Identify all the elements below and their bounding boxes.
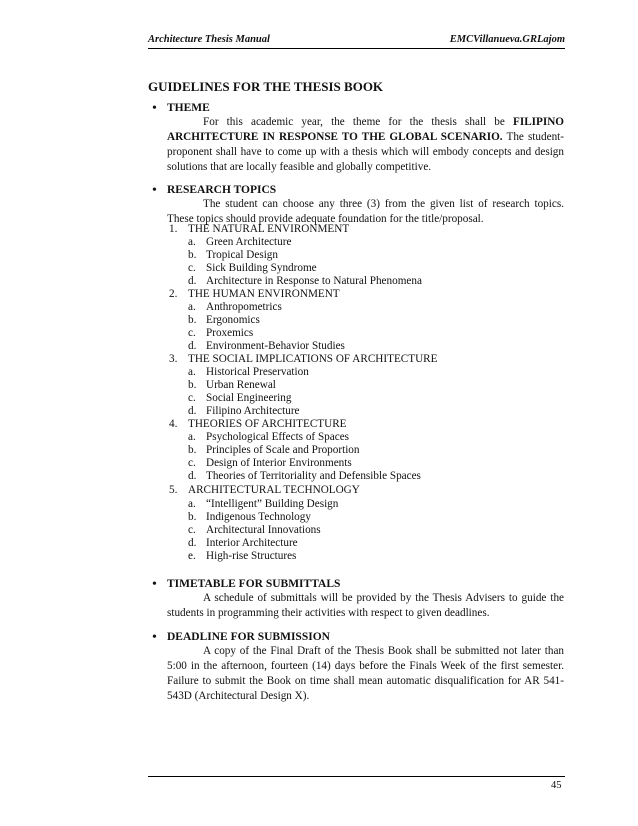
bullet-icon: •	[152, 183, 157, 198]
subtopic-letter: d.	[188, 470, 197, 482]
subtopic-letter: e.	[188, 550, 196, 562]
topic-label: THEORIES OF ARCHITECTURE	[188, 418, 347, 430]
subtopic-letter: d.	[188, 537, 197, 549]
subtopic-text: Interior Architecture	[206, 537, 298, 549]
subtopic-letter: d.	[188, 405, 197, 417]
bullet-icon: •	[152, 101, 157, 116]
subtopic-letter: b.	[188, 444, 197, 456]
subtopic-letter: c.	[188, 262, 196, 274]
subtopic-text: Principles of Scale and Proportion	[206, 444, 360, 456]
bullet-icon: •	[152, 630, 157, 645]
subtopic-letter: a.	[188, 236, 196, 248]
subtopic-letter: c.	[188, 524, 196, 536]
topic-number: 4.	[169, 418, 178, 430]
deadline-paragraph	[167, 644, 564, 704]
subtopic-text: Psychological Effects of Spaces	[206, 431, 350, 443]
header-manual-title: Architecture Thesis Manual	[148, 34, 270, 45]
subtopic-text: “Intelligent” Building Design	[206, 498, 339, 510]
subtopic-text: Theories of Territoriality and Defensible Spaces	[206, 470, 421, 482]
subtopic-text: Environment-Behavior Studies	[206, 340, 345, 352]
section-heading-timetable: TIMETABLE FOR SUBMITTALS	[167, 578, 341, 590]
subtopic-text: Tropical Design	[206, 249, 278, 261]
header-authors: EMCVillanueva.GRLajom	[449, 34, 565, 45]
theme-text-bold: FILIPINO ARCHITECTURE IN RESPONSE TO THE GLOBAL SCENARIO.	[167, 116, 564, 143]
theme-text-b: The student-proponent shall have to come up with a thesis which will embody concepts and design solutions that are locally feasible and globally competitive.	[167, 131, 564, 173]
page-number: 45	[551, 780, 562, 791]
theme-text-a: For this academic year, the theme for the thesis shall be	[203, 116, 514, 128]
subtopic-letter: a.	[188, 498, 196, 510]
subtopic-text: Proxemics	[206, 327, 254, 339]
section-heading-research: RESEARCH TOPICS	[167, 184, 277, 196]
subtopic-text: Urban Renewal	[206, 379, 276, 391]
subtopic-text: Indigenous Technology	[206, 511, 311, 523]
research-intro-text: The student can choose any three (3) from the given list of research topics. These topics should provide adequate foundation for the title/proposal.	[167, 198, 564, 225]
subtopic-letter: c.	[188, 392, 196, 404]
topic-number: 1.	[169, 223, 178, 235]
subtopic-letter: c.	[188, 327, 196, 339]
subtopic-letter: b.	[188, 379, 197, 391]
subtopic-letter: a.	[188, 431, 196, 443]
subtopic-text: Design of Interior Environments	[206, 457, 352, 469]
topic-label: THE HUMAN ENVIRONMENT	[188, 288, 340, 300]
timetable-text: A schedule of submittals will be provided by the Thesis Advisers to guide the students in programming their activities with respect to given deadlines.	[167, 592, 564, 619]
topic-number: 5.	[169, 484, 178, 496]
subtopic-text: High-rise Structures	[206, 550, 297, 562]
subtopic-letter: a.	[188, 301, 196, 313]
section-heading-deadline: DEADLINE FOR SUBMISSION	[167, 631, 330, 643]
section-heading-theme: THEME	[167, 102, 210, 114]
topic-number: 2.	[169, 288, 178, 300]
bullet-icon: •	[152, 577, 157, 592]
subtopic-text: Social Engineering	[206, 392, 292, 404]
timetable-paragraph	[167, 591, 564, 621]
deadline-text: A copy of the Final Draft of the Thesis Book shall be submitted not later than 5:00 in the afternoon, fourteen (14) days before the Finals Week of the first semester. Failure to submit the Book on time shall mean automatic disqualification for AR 541-543D (Architectural Design X).	[167, 645, 564, 702]
footer-divider	[148, 776, 565, 777]
page-title: GUIDELINES FOR THE THESIS BOOK	[148, 79, 384, 94]
subtopic-letter: c.	[188, 457, 196, 469]
subtopic-text: Green Architecture	[206, 236, 292, 248]
theme-paragraph	[167, 115, 564, 175]
subtopic-letter: d.	[188, 275, 197, 287]
subtopic-text: Architectural Innovations	[206, 524, 321, 536]
topic-number: 3.	[169, 353, 178, 365]
subtopic-letter: b.	[188, 314, 197, 326]
topic-label: THE NATURAL ENVIRONMENT	[188, 223, 350, 235]
subtopic-letter: d.	[188, 340, 197, 352]
subtopic-letter: a.	[188, 366, 196, 378]
page-header	[148, 34, 565, 49]
subtopic-text: Filipino Architecture	[206, 405, 300, 417]
topic-label: ARCHITECTURAL TECHNOLOGY	[188, 484, 360, 496]
subtopic-letter: b.	[188, 249, 197, 261]
subtopic-text: Architecture in Response to Natural Phenomena	[206, 275, 422, 287]
subtopic-text: Historical Preservation	[206, 366, 309, 378]
subtopic-text: Anthropometrics	[206, 301, 282, 313]
subtopic-text: Sick Building Syndrome	[206, 262, 317, 274]
topic-label: THE SOCIAL IMPLICATIONS OF ARCHITECTURE	[188, 353, 438, 365]
subtopic-text: Ergonomics	[206, 314, 260, 326]
subtopic-letter: b.	[188, 511, 197, 523]
